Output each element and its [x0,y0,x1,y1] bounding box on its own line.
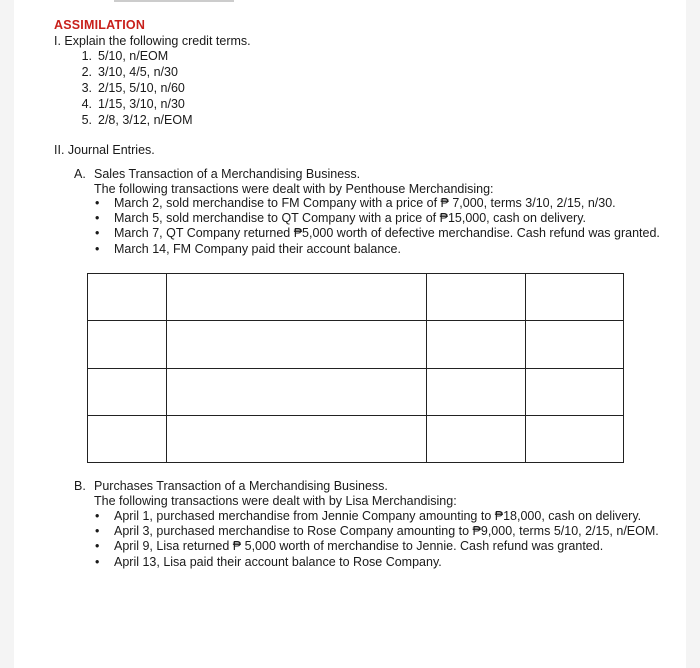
sales-transactions-list [92,196,660,257]
cut-off-text-fragment [114,0,234,5]
table-cell[interactable] [88,274,167,321]
table-row [88,415,624,462]
section2-heading: II. Journal Entries. [54,143,155,157]
part-a-label: A. [74,167,86,181]
list-item: • March 5, sold merchandise to QT Company with a price of ₱15,000, cash on delivery. [95,211,586,226]
table-cell[interactable] [526,274,624,321]
table-cell[interactable] [526,321,624,368]
journal-entry-table [87,273,624,463]
credit-terms-list [72,48,193,128]
table-cell[interactable] [427,274,526,321]
list-item: 2. 3/10, 4/5, n/30 [81,65,178,79]
list-item: • March 14, FM Company paid their account balance. [95,241,401,256]
table-row [88,274,624,321]
table-cell[interactable] [166,274,427,321]
list-item: 5. 2/8, 3/12, n/EOM [81,113,193,127]
list-item: • March 7, QT Company returned ₱5,000 worth of defective merchandise. Cash refund was granted. [95,226,660,241]
table-cell[interactable] [166,415,427,462]
section1-heading: I. Explain the following credit terms. [54,34,251,48]
part-a-intro: The following transactions were dealt with by Penthouse Merchandising: [94,182,494,196]
part-b-intro: The following transactions were dealt with by Lisa Merchandising: [94,494,457,508]
list-item: • April 3, purchased merchandise to Rose Company amounting to ₱9,000, terms 5/10, 2/15, n/EOM. [95,524,659,539]
table-row [88,368,624,415]
table-cell[interactable] [88,368,167,415]
purchase-transactions-list [92,509,659,570]
table-cell[interactable] [427,415,526,462]
table-cell[interactable] [427,321,526,368]
table-row [88,321,624,368]
list-item: • April 13, Lisa paid their account balance to Rose Company. [95,554,442,569]
part-a-title: Sales Transaction of a Merchandising Business. [94,167,361,181]
table-cell[interactable] [88,321,167,368]
list-item: 4. 1/15, 3/10, n/30 [81,97,185,111]
table-cell[interactable] [166,368,427,415]
list-item: • April 9, Lisa returned ₱ 5,000 worth of merchandise to Jennie. Cash refund was granted. [95,539,604,554]
list-item: 3. 2/15, 5/10, n/60 [81,81,185,95]
table-cell[interactable] [427,368,526,415]
list-item: • April 1, purchased merchandise from Jennie Company amounting to ₱18,000, cash on delivery. [95,509,642,523]
list-item: 1. 5/10, n/EOM [81,49,169,63]
part-b-title: Purchases Transaction of a Merchandising Business. [94,479,388,493]
list-item: • March 2, sold merchandise to FM Company with a price of ₱ 7,000, terms 3/10, 2/15, n/30. [95,196,616,210]
table-cell[interactable] [166,321,427,368]
page-title: ASSIMILATION [54,18,146,32]
part-b-label: B. [74,479,86,493]
table-cell[interactable] [88,415,167,462]
table-cell[interactable] [526,415,624,462]
table-cell[interactable] [526,368,624,415]
document-page [14,0,686,668]
